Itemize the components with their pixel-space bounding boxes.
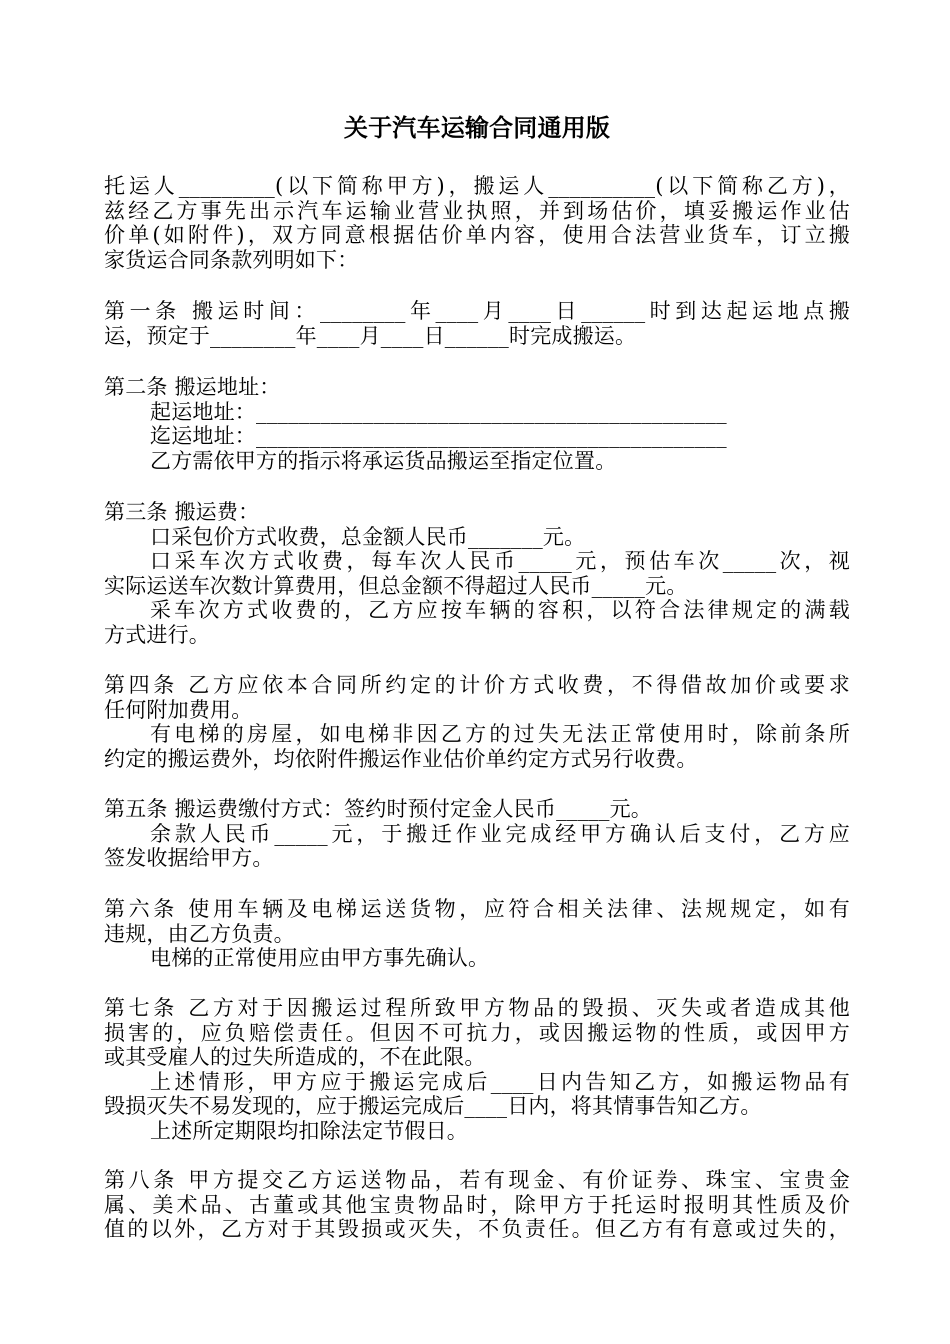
- origin-address-line: 起运地址：____________________________________________: [150, 399, 727, 424]
- article-7-line: 第七条 乙方对于因搬运过程所致甲方物品的毁损、灭失或者造成其他: [104, 996, 850, 1020]
- article-5-line: 第五条 搬运费缴付方式：签约时预付定金人民币_____元。: [104, 797, 652, 821]
- article-1-line: 第一条 搬运时间：________年____月____日______时到达起运地点搬: [104, 299, 850, 323]
- article-3-line: 口采车次方式收费，每车次人民币_____元，预估车次_____次，视: [150, 549, 850, 573]
- intro-line: 家货运合同条款列明如下：: [104, 247, 359, 272]
- article-4-line: 约定的搬运费外，均依附件搬运作业估价单约定方式另行收费。: [104, 746, 698, 771]
- destination-address-line: 迄运地址：____________________________________________: [150, 424, 727, 448]
- article-7-line: 毁损灭失不易发现的，应于搬运完成后____日内，将其情事告知乙方。: [104, 1094, 762, 1118]
- article-4-line: 第四条 乙方应依本合同所约定的计价方式收费，不得借故加价或要求: [104, 673, 850, 697]
- intro-line: 托运人_________(以下简称甲方)，搬运人__________(以下简称乙方)，: [104, 174, 850, 198]
- article-3-line: 实际运送车次数计算费用，但总金额不得超过人民币_____元。: [104, 573, 688, 598]
- article-8-line: 第八条 甲方提交乙方运送物品，若有现金、有价证券、珠宝、宝贵金: [104, 1168, 850, 1192]
- article-1-line: 运，预定于________年____月____日______时完成搬运。: [104, 323, 637, 348]
- article-2-heading: 第二条 搬运地址：: [104, 375, 281, 399]
- intro-line: 价单(如附件)，双方同意根据估价单内容，使用合法营业货车，订立搬: [104, 223, 850, 247]
- article-8: [104, 1168, 850, 1242]
- article-4-line: 任何附加费用。: [104, 697, 253, 722]
- article-6-line: 第六条 使用车辆及电梯运送货物，应符合相关法律、法规规定，如有: [104, 897, 850, 921]
- article-7: [104, 996, 850, 1143]
- article-8-line: 属、美术品、古董或其他宝贵物品时，除甲方于托运时报明其性质及价: [104, 1192, 850, 1217]
- article-7-line: 上述所定期限均扣除法定节假日。: [150, 1118, 468, 1143]
- article-6-line: 违规，由乙方负责。: [104, 921, 295, 946]
- article-3-line: 采车次方式收费的，乙方应按车辆的容积，以符合法律规定的满载: [150, 598, 850, 622]
- article-3: [104, 500, 850, 647]
- article-5-line: 签发收据给甲方。: [104, 846, 274, 870]
- document-title: 关于汽车运输合同通用版: [343, 114, 611, 142]
- article-1: [104, 299, 850, 348]
- article-3-heading: 第三条 搬运费：: [104, 500, 260, 524]
- article-5: [104, 797, 850, 871]
- article-4: [104, 673, 850, 771]
- article-2-note: 乙方需依甲方的指示将承运货品搬运至指定位置。: [150, 448, 617, 473]
- intro-line: 兹经乙方事先出示汽车运输业营业执照，并到场估价，填妥搬运作业估: [104, 198, 850, 223]
- article-7-line: 损害的，应负赔偿责任。但因不可抗力，或因搬运物的性质，或因甲方: [104, 1020, 850, 1045]
- article-3-line: 方式进行。: [104, 622, 210, 647]
- article-2: [104, 375, 850, 473]
- article-4-line: 有电梯的房屋，如电梯非因乙方的过失无法正常使用时，除前条所: [150, 722, 850, 746]
- article-8-line: 值的以外，乙方对于其毁损或灭失，不负责任。但乙方有有意或过失的，: [104, 1217, 850, 1241]
- article-7-line: 或其受雇人的过失所造成的，不在此限。: [104, 1045, 486, 1069]
- article-6-line: 电梯的正常使用应由甲方事先确认。: [150, 946, 490, 970]
- article-6: [104, 897, 850, 971]
- article-5-line: 余款人民币_____元，于搬迁作业完成经甲方确认后支付，乙方应: [150, 821, 850, 846]
- article-3-line: 口采包价方式收费，总金额人民币_______元。: [150, 524, 586, 549]
- intro-paragraph: [104, 174, 850, 272]
- article-7-line: 上述情形，甲方应于搬运完成后____日内告知乙方，如搬运物品有: [150, 1069, 850, 1094]
